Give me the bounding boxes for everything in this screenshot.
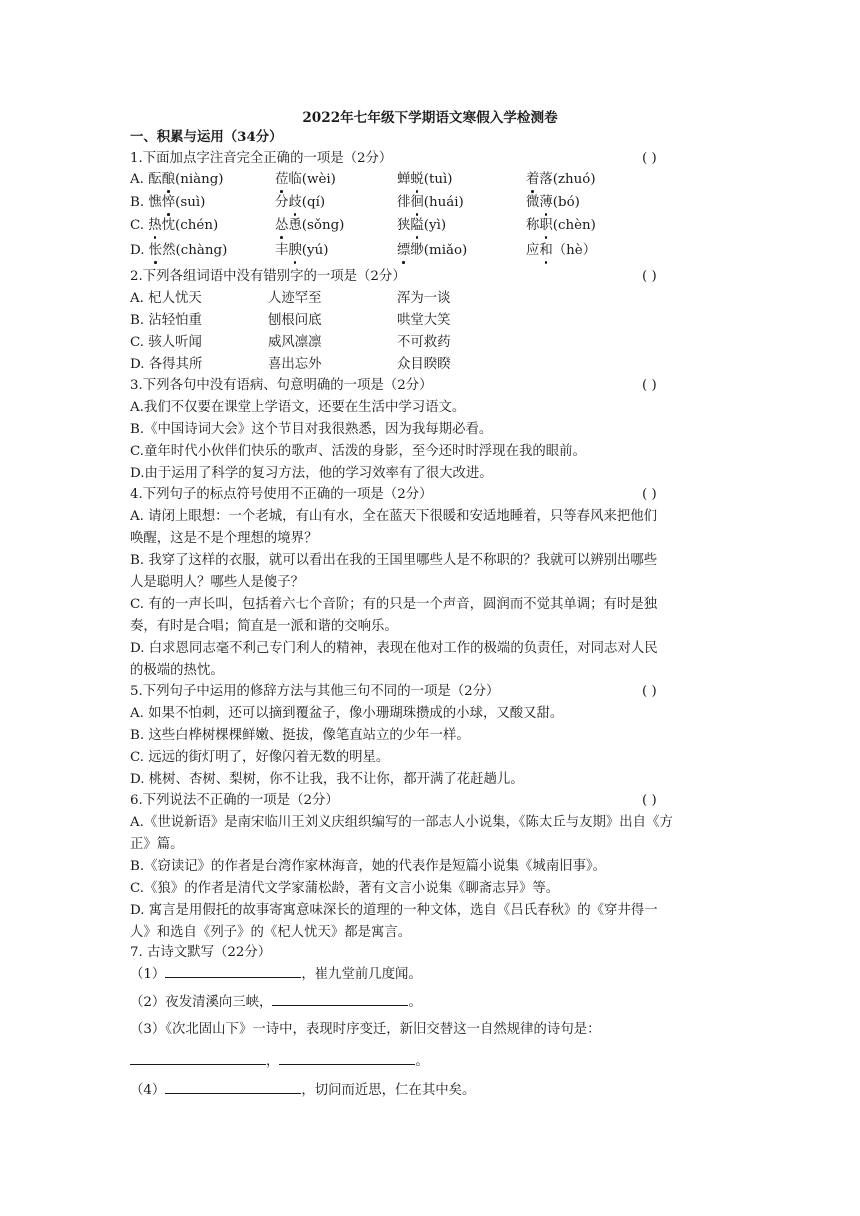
q1-option-cell [130, 242, 227, 260]
dotted-character: 隘 [410, 218, 424, 233]
q5-option-a: A. 如果不怕刺，还可以摘到覆盆子，像小珊瑚珠攒成的小球，又酸又甜。 [130, 706, 564, 721]
dotted-character: 酿 [161, 172, 175, 187]
q1-option-cell [130, 217, 218, 235]
q6-stem: 6.下列说法不正确的一项是（2分） [130, 793, 339, 808]
q1-option-cell [275, 242, 328, 260]
q5-option-d: D. 桃树、杏树、梨树，你不让我，我不让你，都开满了花赶趟儿。 [130, 772, 524, 787]
q6-line: C.《狼》的作者是清代文学家蒲松龄，著有文言小说集《聊斋志异》等。 [130, 881, 560, 896]
q1-option-cell [130, 171, 224, 189]
dotted-character: 歧 [288, 195, 302, 210]
q2-option-cell: 不可救药 [397, 335, 451, 350]
dotted-character: 着 [526, 172, 540, 187]
q2-option-cell: 众目睽睽 [397, 357, 451, 372]
cell-text: 恿(sǒng) [288, 218, 345, 233]
cell-text: D. [130, 243, 149, 258]
q4-answer-paren: ( ) [642, 487, 657, 502]
q5-option-b: B. 这些白桦树棵棵鲜嫩、挺拔，像笔直站立的少年一样。 [130, 728, 470, 743]
dotted-character: 热 [148, 218, 162, 233]
section-heading: 一、积累与运用（34分） [130, 129, 283, 145]
q7-item-1 [130, 964, 422, 984]
answer-blank[interactable] [165, 1080, 301, 1094]
q2-option-cell: C. 骇人听闻 [130, 335, 202, 350]
cell-text: (suì) [175, 195, 206, 210]
cell-text: B. 憔 [130, 195, 162, 210]
q1-answer-paren: ( ) [642, 151, 657, 166]
dotted-character: 莅 [275, 172, 289, 187]
dotted-character: 蜕 [410, 172, 424, 187]
q4-line: 唤醒，这是不是个理想的境界？ [130, 531, 318, 546]
q1-option-cell [526, 171, 596, 189]
item-end: 。 [408, 995, 422, 1010]
q2-stem: 2.下列各组词语中没有错别字的一项是（2分） [130, 269, 406, 284]
cell-text: C. [130, 218, 149, 233]
answer-blank[interactable] [272, 992, 408, 1006]
item-number: （1） [130, 967, 166, 982]
cell-text: 分 [275, 195, 289, 210]
cell-text: (qí) [301, 195, 326, 210]
q1-option-cell [397, 217, 446, 235]
cell-text: 缈(miǎo) [410, 243, 468, 258]
item-text: ，切问而近思，仁在其中矣。 [301, 1083, 476, 1098]
q1-option-cell [275, 194, 325, 212]
q4-line: 人是聪明人？哪些人是傻子？ [130, 575, 305, 590]
cell-text: (yì) [423, 218, 447, 233]
q7-stem: 7. 古诗文默写（22分） [130, 945, 272, 960]
q4-line: A. 请闭上眼想：一个老城，有山有水，全在蓝天下很暖和安适地睡着，只等春风来把他们 [130, 509, 658, 524]
q2-option-cell: 哄堂大笑 [397, 313, 451, 328]
exam-title: 2022年七年级下学期语文寒假入学检测卷 [302, 110, 558, 126]
q6-answer-paren: ( ) [642, 793, 657, 808]
cell-text: 蝉 [397, 172, 411, 187]
answer-blank[interactable] [165, 964, 301, 978]
q1-option-cell [526, 242, 596, 260]
q1-option-cell [275, 217, 344, 235]
q7-item-3: （3）《次北固山下》一诗中，表现时序变迁，新旧交替这一自然规律的诗句是： [130, 1022, 601, 1037]
q6-line: B.《窃读记》的作者是台湾作家林海音，她的代表作是短篇小说集《城南旧事》。 [130, 859, 607, 874]
cell-text: (chèn) [552, 218, 596, 233]
cell-text: (huái) [423, 195, 464, 210]
cell-text: 临(wèi) [288, 172, 336, 187]
q5-answer-paren: ( ) [642, 684, 657, 699]
item-comma: ， [266, 1054, 280, 1069]
cell-text: 狭 [397, 218, 411, 233]
cell-text: 丰 [275, 243, 289, 258]
q6-line: A.《世说新语》是南宋临川王刘义庆组织编写的一部志人小说集，《陈太丘与友期》出自《方 [130, 815, 673, 830]
q2-option-cell: 人迹罕至 [268, 291, 322, 306]
q2-answer-paren: ( ) [642, 269, 657, 284]
q1-stem: 1.下面加点字注音完全正确的一项是（2分） [130, 151, 393, 166]
cell-text: (niàng) [174, 172, 224, 187]
q5-stem: 5.下列句子中运用的修辞方法与其他三句不同的一项是（2分） [130, 684, 500, 699]
q3-option-c: C.童年时代小伙伴们快乐的歌声、活泼的身影，至今还时时浮现在我的眼前。 [130, 444, 586, 459]
q2-option-cell: A. 杞人忧天 [130, 291, 202, 306]
q2-option-cell: D. 各得其所 [130, 357, 203, 372]
answer-blank[interactable] [130, 1051, 266, 1065]
q7-item-3-blanks [130, 1051, 429, 1071]
cell-text: (tuì) [423, 172, 453, 187]
q2-option-cell: 浑为一谈 [397, 291, 451, 306]
q4-line: B. 我穿了这样的衣服，就可以看出在我的王国里哪些人是不称职的？我就可以辨别出哪些 [130, 553, 658, 568]
q1-option-cell [397, 194, 464, 212]
cell-text: 落(zhuó) [539, 172, 596, 187]
dotted-character: 和 [539, 243, 553, 258]
q6-line: 人》和选自《列子》的《杞人忧天》都是寓言。 [130, 925, 412, 940]
dotted-character: 怂 [275, 218, 289, 233]
q4-line: 奏，有时是合唱；简直是一派和谐的交响乐。 [130, 619, 398, 634]
q2-option-cell: 刨根问底 [268, 313, 322, 328]
cell-text: A. 酝 [130, 172, 162, 187]
item-end: 。 [415, 1054, 429, 1069]
dotted-character: 腴 [288, 243, 302, 258]
q4-line: C. 有的一声长叫，包括着六七个音阶；有的只是一个声音，圆润而不觉其单调；有时是独 [130, 597, 658, 612]
dotted-character: 缥 [397, 243, 411, 258]
dotted-character: 怅 [148, 243, 163, 258]
q1-option-cell [275, 171, 336, 189]
q2-option-cell: 喜出忘外 [268, 357, 322, 372]
q2-option-cell: 威风凛凛 [268, 335, 322, 350]
dotted-character: 薄 [539, 195, 553, 210]
cell-text: 忱(chén) [161, 218, 219, 233]
q1-option-cell [526, 217, 596, 235]
dotted-character: 职 [539, 218, 553, 233]
item-number: （4） [130, 1083, 166, 1098]
q3-answer-paren: ( ) [642, 378, 657, 393]
cell-text: 徘 [397, 195, 411, 210]
q5-option-c: C. 远远的街灯明了，好像闪着无数的明星。 [130, 750, 390, 765]
item-text: ，崔九堂前几度闻。 [301, 967, 422, 982]
dotted-character: 徊 [410, 195, 424, 210]
item-text: （2）夜发清溪向三峡， [130, 995, 273, 1010]
cell-text: 称 [526, 218, 540, 233]
q4-stem: 4.下列句子的标点符号使用不正确的一项是（2分） [130, 487, 433, 502]
cell-text: (yú) [301, 243, 329, 258]
q3-stem: 3.下列各句中没有语病、句意明确的一项是（2分） [130, 378, 433, 393]
cell-text: (bó) [552, 195, 580, 210]
q3-option-b: B.《中国诗词大会》这个节目对我很熟悉，因为我每期必看。 [130, 422, 493, 437]
answer-blank[interactable] [279, 1051, 415, 1065]
q3-option-a: A.我们不仅要在课堂上学语文，还要在生活中学习语文。 [130, 400, 466, 415]
dotted-character: 悴 [161, 195, 176, 210]
q6-line: 正》篇。 [130, 837, 184, 852]
q4-line: D. 白求恩同志毫不利己专门利人的精神，表现在他对工作的极端的负责任，对同志对人民 [130, 641, 658, 656]
q4-line: 的极端的热忱。 [130, 663, 224, 678]
q1-option-cell [130, 194, 205, 212]
cell-text: 然(chàng) [162, 243, 228, 258]
cell-text: 微 [526, 195, 540, 210]
q1-option-cell [397, 242, 467, 260]
cell-text: （hè） [552, 243, 597, 258]
q1-option-cell [397, 171, 453, 189]
q6-line: D. 寓言是用假托的故事寄寓意味深长的道理的一种文体，选自《吕氏春秋》的《穿井得一 [130, 903, 658, 918]
q2-option-cell: B. 沾轻怕重 [130, 313, 202, 328]
q3-option-d: D.由于运用了科学的复习方法，他的学习效率有了很大改进。 [130, 466, 493, 481]
q1-option-cell [526, 194, 580, 212]
q7-item-2 [130, 992, 422, 1012]
cell-text: 应 [526, 243, 540, 258]
q7-item-4 [130, 1080, 475, 1100]
